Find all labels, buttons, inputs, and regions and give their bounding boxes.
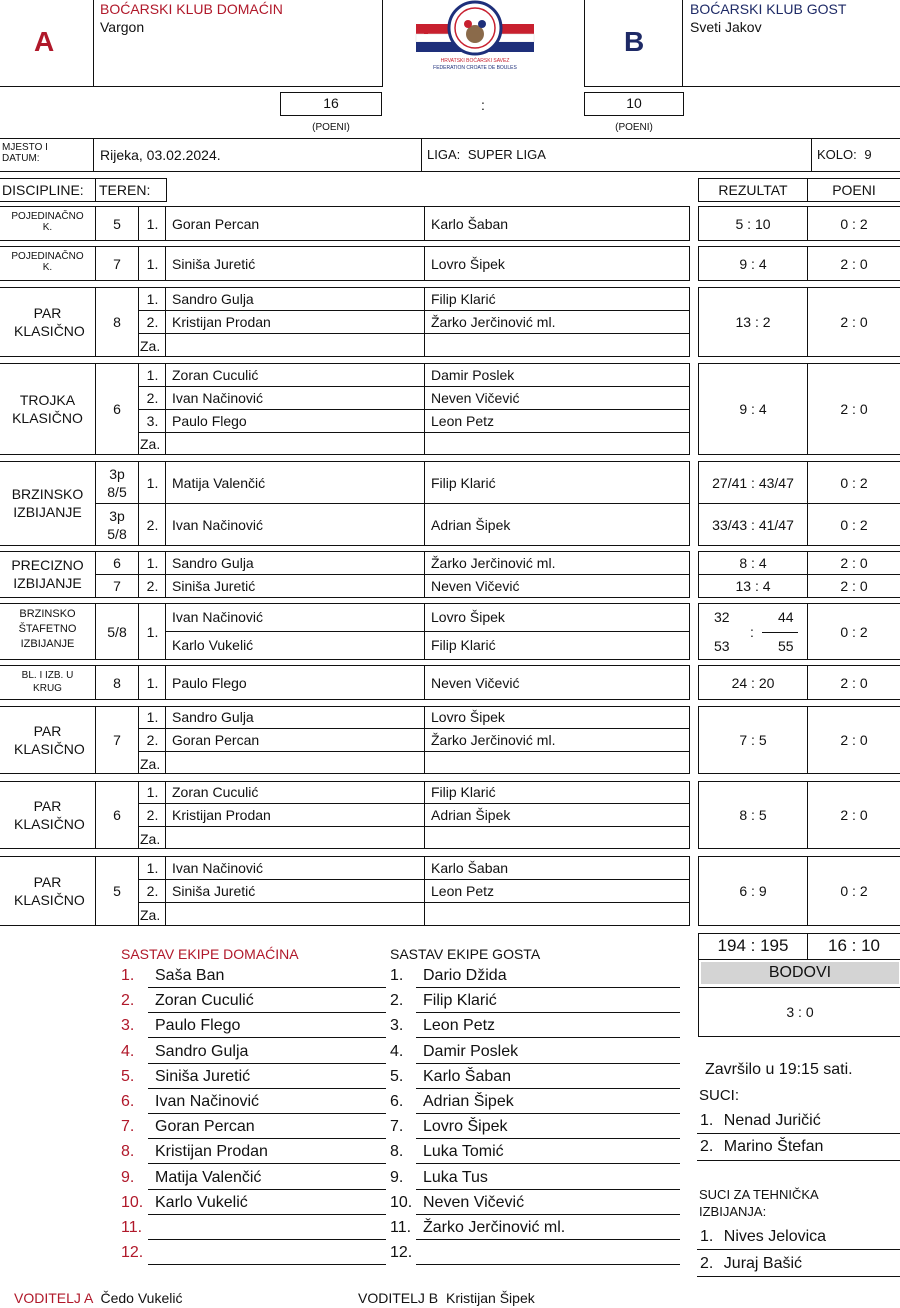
roster-player-name: Luka Tomić	[423, 1143, 504, 1160]
guest-player: Neven Vičević	[431, 578, 520, 594]
points-value: 2 : 0	[840, 314, 868, 330]
home-player: Goran Percan	[172, 732, 260, 748]
roster-underline	[148, 1163, 386, 1164]
guest-player: Neven Vičević	[431, 390, 520, 406]
roster-underline	[148, 1214, 386, 1215]
discipline-label: BRZINSKO IZBIJANJE	[11, 486, 84, 520]
relay-score-top-right: 44	[778, 609, 794, 625]
roster-underline	[416, 1138, 680, 1139]
field-header: TEREN:	[99, 182, 151, 198]
guest-player: Adrian Šipek	[431, 807, 511, 823]
points-value: 0 : 2	[840, 883, 868, 899]
roster-index: 7.	[390, 1118, 404, 1135]
points-value: 2 : 0	[840, 578, 868, 594]
discipline-label: POJEDINAČNO K.	[11, 211, 84, 233]
svg-text:HRVATSKI BOĆARSKI SAVEZ: HRVATSKI BOĆARSKI SAVEZ	[440, 58, 510, 64]
roster-index: 2.	[121, 992, 135, 1009]
discipline-label: PAR KLASIČNO	[14, 798, 85, 832]
home-player: Paulo Flego	[172, 413, 247, 429]
roster-index: 9.	[121, 1169, 135, 1186]
tech-judge-name: Nives Jelovica	[723, 1228, 827, 1245]
roster-player-name: Karlo Vukelić	[155, 1194, 248, 1211]
guest-roster-title: SASTAV EKIPE GOSTA	[390, 946, 541, 962]
player-index: 1.	[146, 256, 159, 272]
player-index: 1.	[146, 675, 159, 691]
result-value: 13 : 2	[735, 314, 771, 330]
guest-player: Filip Klarić	[431, 784, 496, 800]
player-index: 2.	[146, 732, 159, 748]
substitute-label: Za.	[140, 831, 161, 847]
roster-player-name: Karlo Šaban	[423, 1068, 512, 1085]
points-separator: :	[481, 97, 485, 113]
total-points: 16 : 10	[828, 936, 880, 955]
field-number: 5	[113, 216, 121, 232]
roster-index: 8.	[390, 1143, 404, 1160]
roster-underline	[148, 1264, 386, 1265]
discipline-label: PAR KLASIČNO	[14, 305, 85, 339]
roster-index: 10.	[390, 1194, 413, 1211]
guest-player: Filip Klarić	[431, 475, 496, 491]
points-value: 2 : 0	[840, 732, 868, 748]
player-index: 2.	[146, 314, 159, 330]
home-player: Matija Valenčić	[172, 475, 266, 491]
substitute-label: Za.	[140, 756, 161, 772]
discipline-header: DISCIPLINE:	[2, 182, 84, 198]
field-number: 8	[113, 675, 121, 691]
discipline-label: POJEDINAČNO K.	[11, 251, 84, 273]
guest-player: Lovro Šipek	[431, 709, 505, 725]
guest-player: Damir Poslek	[431, 367, 515, 383]
roster-player-name: Luka Tus	[423, 1169, 488, 1186]
roster-index: 12.	[390, 1244, 413, 1261]
substitute-label: Za.	[140, 907, 161, 923]
guest-player: Žarko Jerčinović ml.	[431, 314, 556, 330]
player-index: 1.	[146, 475, 159, 491]
league-label: LIGA:	[427, 147, 461, 162]
guest-player: Lovro Šipek	[431, 256, 505, 272]
field-number: 6	[113, 401, 121, 417]
player-index: 2.	[146, 883, 159, 899]
judge-name: Marino Štefan	[723, 1138, 824, 1155]
roster-index: 11.	[390, 1219, 412, 1236]
substitute-label: Za.	[140, 436, 161, 452]
home-player: Karlo Vukelić	[172, 637, 254, 653]
home-player: Ivan Načinović	[172, 609, 264, 625]
home-player: Goran Percan	[172, 216, 260, 232]
roster-index: 3.	[390, 1017, 404, 1034]
player-index: 1.	[146, 709, 159, 725]
home-letter: A	[34, 26, 55, 57]
roster-player-name: Leon Petz	[423, 1017, 496, 1034]
points-value: 2 : 0	[840, 256, 868, 272]
leader-a-name: Čedo Vukelić	[100, 1290, 183, 1306]
roster-index: 10.	[121, 1194, 144, 1211]
roster-underline	[148, 987, 386, 988]
field-number: 3p 8/5	[107, 466, 127, 500]
roster-underline	[416, 1037, 680, 1038]
roster-player-name: Matija Valenčić	[155, 1169, 262, 1186]
judge-name: Nenad Juričić	[723, 1112, 821, 1129]
guest-club-label: BOĆARSKI KLUB GOST	[690, 1, 847, 17]
roster-player-name: Paulo Flego	[155, 1017, 241, 1034]
roster-player-name: Goran Percan	[155, 1118, 255, 1135]
place-date-label: MJESTO I DATUM:	[2, 142, 48, 164]
roster-index: 1.	[390, 967, 404, 984]
points-value: 0 : 2	[840, 216, 868, 232]
tech-judges-label: SUCI ZA TEHNIČKA IZBIJANJA:	[699, 1187, 818, 1219]
roster-player-name: Žarko Jerčinović ml.	[423, 1219, 566, 1236]
roster-player-name: Lovro Šipek	[423, 1118, 508, 1135]
place-date-value: Rijeka, 03.02.2024.	[100, 147, 221, 163]
guest-player: Adrian Šipek	[431, 517, 511, 533]
field-number: 6	[113, 555, 121, 571]
roster-index: 6.	[390, 1093, 404, 1110]
judges-label: SUCI:	[699, 1087, 740, 1104]
discipline-label: PAR KLASIČNO	[14, 723, 85, 757]
roster-index: 11.	[121, 1219, 143, 1236]
discipline-label: PRECIZNO IZBIJANJE	[11, 557, 84, 591]
points-value: 0 : 2	[840, 624, 868, 640]
roster-player-name: Dario Džida	[423, 967, 507, 984]
tech-judge-index: 1.	[700, 1228, 714, 1245]
tech-judge-name: Juraj Bašić	[723, 1255, 803, 1272]
roster-index: 5.	[390, 1068, 404, 1085]
field-number: 7	[113, 256, 121, 272]
roster-player-name: Filip Klarić	[423, 992, 497, 1009]
guest-player: Žarko Jerčinović ml.	[431, 555, 556, 571]
points-value: 2 : 0	[840, 401, 868, 417]
field-number: 6	[113, 807, 121, 823]
result-value: 8 : 5	[739, 807, 767, 823]
guest-points-box: 10	[584, 92, 684, 116]
roster-underline	[148, 1063, 386, 1064]
league-value: SUPER LIGA	[467, 147, 546, 162]
roster-underline	[416, 1189, 680, 1190]
federation-logo	[412, 0, 538, 72]
relay-score-bottom-left: 53	[714, 638, 730, 654]
home-points-box: 16	[280, 92, 382, 116]
player-index: 2.	[146, 578, 159, 594]
home-player: Ivan Načinović	[172, 517, 264, 533]
result-value: 27/41 : 43/47	[712, 475, 794, 491]
field-number: 3p 5/8	[107, 508, 127, 542]
roster-underline	[148, 1088, 386, 1089]
home-player: Sandro Gulja	[172, 291, 254, 307]
result-value: 9 : 4	[739, 401, 767, 417]
roster-underline	[416, 1163, 680, 1164]
guest-player: Karlo Šaban	[431, 216, 509, 232]
svg-text:FEDERATION CROATE DE BOULES: FEDERATION CROATE DE BOULES	[433, 65, 517, 71]
roster-underline	[148, 1189, 386, 1190]
result-value: 5 : 10	[735, 216, 771, 232]
roster-player-name: Zoran Cuculić	[155, 992, 254, 1009]
roster-index: 2.	[390, 992, 404, 1009]
player-index: 1.	[146, 367, 159, 383]
judge-index: 1.	[700, 1112, 714, 1129]
home-player: Sandro Gulja	[172, 555, 254, 571]
field-number: 7	[113, 732, 121, 748]
roster-underline	[416, 1264, 680, 1265]
home-player: Siniša Juretić	[172, 578, 256, 594]
leader-a-label: VODITELJ A	[14, 1290, 93, 1306]
player-index: 1.	[146, 784, 159, 800]
roster-player-name: Damir Poslek	[423, 1043, 519, 1060]
discipline-label: BRZINSKO ŠTAFETNO IZBIJANJE	[18, 608, 77, 650]
bodovi-value: 3 : 0	[786, 1004, 814, 1020]
points-value: 0 : 2	[840, 517, 868, 533]
points-header: POENI	[832, 182, 876, 198]
discipline-label: BL. I IZB. U KRUG	[21, 670, 74, 694]
roster-underline	[148, 1239, 386, 1240]
roster-underline	[148, 1138, 386, 1139]
home-points-caption: (POENI)	[312, 122, 350, 133]
points-value: 0 : 2	[840, 475, 868, 491]
roster-index: 3.	[121, 1017, 135, 1034]
result-value: 6 : 9	[739, 883, 767, 899]
result-value: 13 : 4	[735, 578, 771, 594]
roster-underline	[416, 987, 680, 988]
home-team-name: Vargon	[100, 19, 145, 35]
roster-player-name: Kristijan Prodan	[155, 1143, 268, 1160]
roster-player-name: Neven Vičević	[423, 1194, 525, 1211]
guest-player: Filip Klarić	[431, 637, 496, 653]
roster-underline	[416, 1088, 680, 1089]
roster-index: 7.	[121, 1118, 135, 1135]
roster-index: 4.	[390, 1043, 404, 1060]
home-player: Zoran Cuculić	[172, 784, 259, 800]
judge-index: 2.	[700, 1138, 714, 1155]
player-index: 1.	[146, 555, 159, 571]
roster-player-name: Sandro Gulja	[155, 1043, 249, 1060]
guest-player: Žarko Jerčinović ml.	[431, 732, 556, 748]
player-index: 1.	[146, 860, 159, 876]
home-player: Siniša Juretić	[172, 256, 256, 272]
home-player: Sandro Gulja	[172, 709, 254, 725]
relay-score-top-left: 32	[714, 609, 730, 625]
result-value: 33/43 : 41/47	[712, 517, 794, 533]
guest-player: Lovro Šipek	[431, 609, 505, 625]
relay-score-separator: :	[750, 624, 754, 640]
guest-player: Karlo Šaban	[431, 860, 509, 876]
roster-player-name: Ivan Načinović	[155, 1093, 260, 1110]
match-ended-text: Završilo u 19:15 sati.	[705, 1061, 853, 1078]
discipline-label: PAR KLASIČNO	[14, 874, 85, 908]
player-index: 1.	[146, 624, 159, 640]
roster-index: 12.	[121, 1244, 144, 1261]
roster-player-name: Saša Ban	[155, 967, 225, 984]
points-value: 2 : 0	[840, 675, 868, 691]
guest-player: Neven Vičević	[431, 675, 520, 691]
field-number: 5/8	[107, 624, 127, 640]
result-value: 7 : 5	[739, 732, 767, 748]
roster-index: 5.	[121, 1068, 135, 1085]
round-label: KOLO:	[817, 147, 857, 162]
home-roster-title: SASTAV EKIPE DOMAĆINA	[121, 946, 299, 962]
leader-b-name: Kristijan Šipek	[446, 1290, 535, 1306]
result-value: 8 : 4	[739, 555, 767, 571]
leader-b-label: VODITELJ B	[358, 1290, 439, 1306]
result-header: REZULTAT	[718, 182, 788, 198]
guest-player: Filip Klarić	[431, 291, 496, 307]
field-number: 7	[113, 578, 121, 594]
points-value: 2 : 0	[840, 555, 868, 571]
player-index: 2.	[146, 390, 159, 406]
points-value: 2 : 0	[840, 807, 868, 823]
result-value: 9 : 4	[739, 256, 767, 272]
player-index: 1.	[146, 216, 159, 232]
field-number: 8	[113, 314, 121, 330]
guest-player: Leon Petz	[431, 413, 495, 429]
home-club-label: BOĆARSKI KLUB DOMAĆIN	[100, 1, 283, 17]
result-value: 24 : 20	[731, 675, 775, 691]
home-player: Ivan Načinović	[172, 390, 264, 406]
bodovi-label: BODOVI	[768, 964, 832, 981]
roster-underline	[416, 1214, 680, 1215]
discipline-label: TROJKA KLASIČNO	[12, 392, 83, 426]
roster-index: 1.	[121, 967, 135, 984]
roster-underline	[148, 1037, 386, 1038]
roster-underline	[416, 1239, 680, 1240]
field-number: 5	[113, 883, 121, 899]
roster-index: 4.	[121, 1043, 135, 1060]
guest-player: Leon Petz	[431, 883, 495, 899]
roster-index: 8.	[121, 1143, 135, 1160]
substitute-label: Za.	[140, 338, 161, 354]
guest-points-caption: (POENI)	[615, 122, 653, 133]
home-player: Kristijan Prodan	[172, 807, 271, 823]
roster-underline	[416, 1063, 680, 1064]
player-index: 2.	[146, 807, 159, 823]
total-result: 194 : 195	[717, 936, 789, 955]
roster-index: 6.	[121, 1093, 135, 1110]
tech-judge-index: 2.	[700, 1255, 714, 1272]
player-index: 3.	[146, 413, 159, 429]
player-index: 1.	[146, 291, 159, 307]
roster-player-name: Siniša Juretić	[155, 1068, 251, 1085]
home-player: Paulo Flego	[172, 675, 247, 691]
home-player: Zoran Cuculić	[172, 367, 259, 383]
roster-index: 9.	[390, 1169, 404, 1186]
home-player: Ivan Načinović	[172, 860, 264, 876]
guest-letter: B	[624, 26, 645, 57]
roster-underline	[416, 1012, 680, 1013]
roster-underline	[416, 1113, 680, 1114]
roster-player-name: Adrian Šipek	[423, 1093, 514, 1110]
home-player: Kristijan Prodan	[172, 314, 271, 330]
roster-underline	[148, 1012, 386, 1013]
home-player: Siniša Juretić	[172, 883, 256, 899]
round-value: 9	[864, 147, 872, 162]
roster-underline	[148, 1113, 386, 1114]
player-index: 2.	[146, 517, 159, 533]
guest-team-name: Sveti Jakov	[690, 19, 762, 35]
relay-score-bottom-right: 55	[778, 638, 794, 654]
